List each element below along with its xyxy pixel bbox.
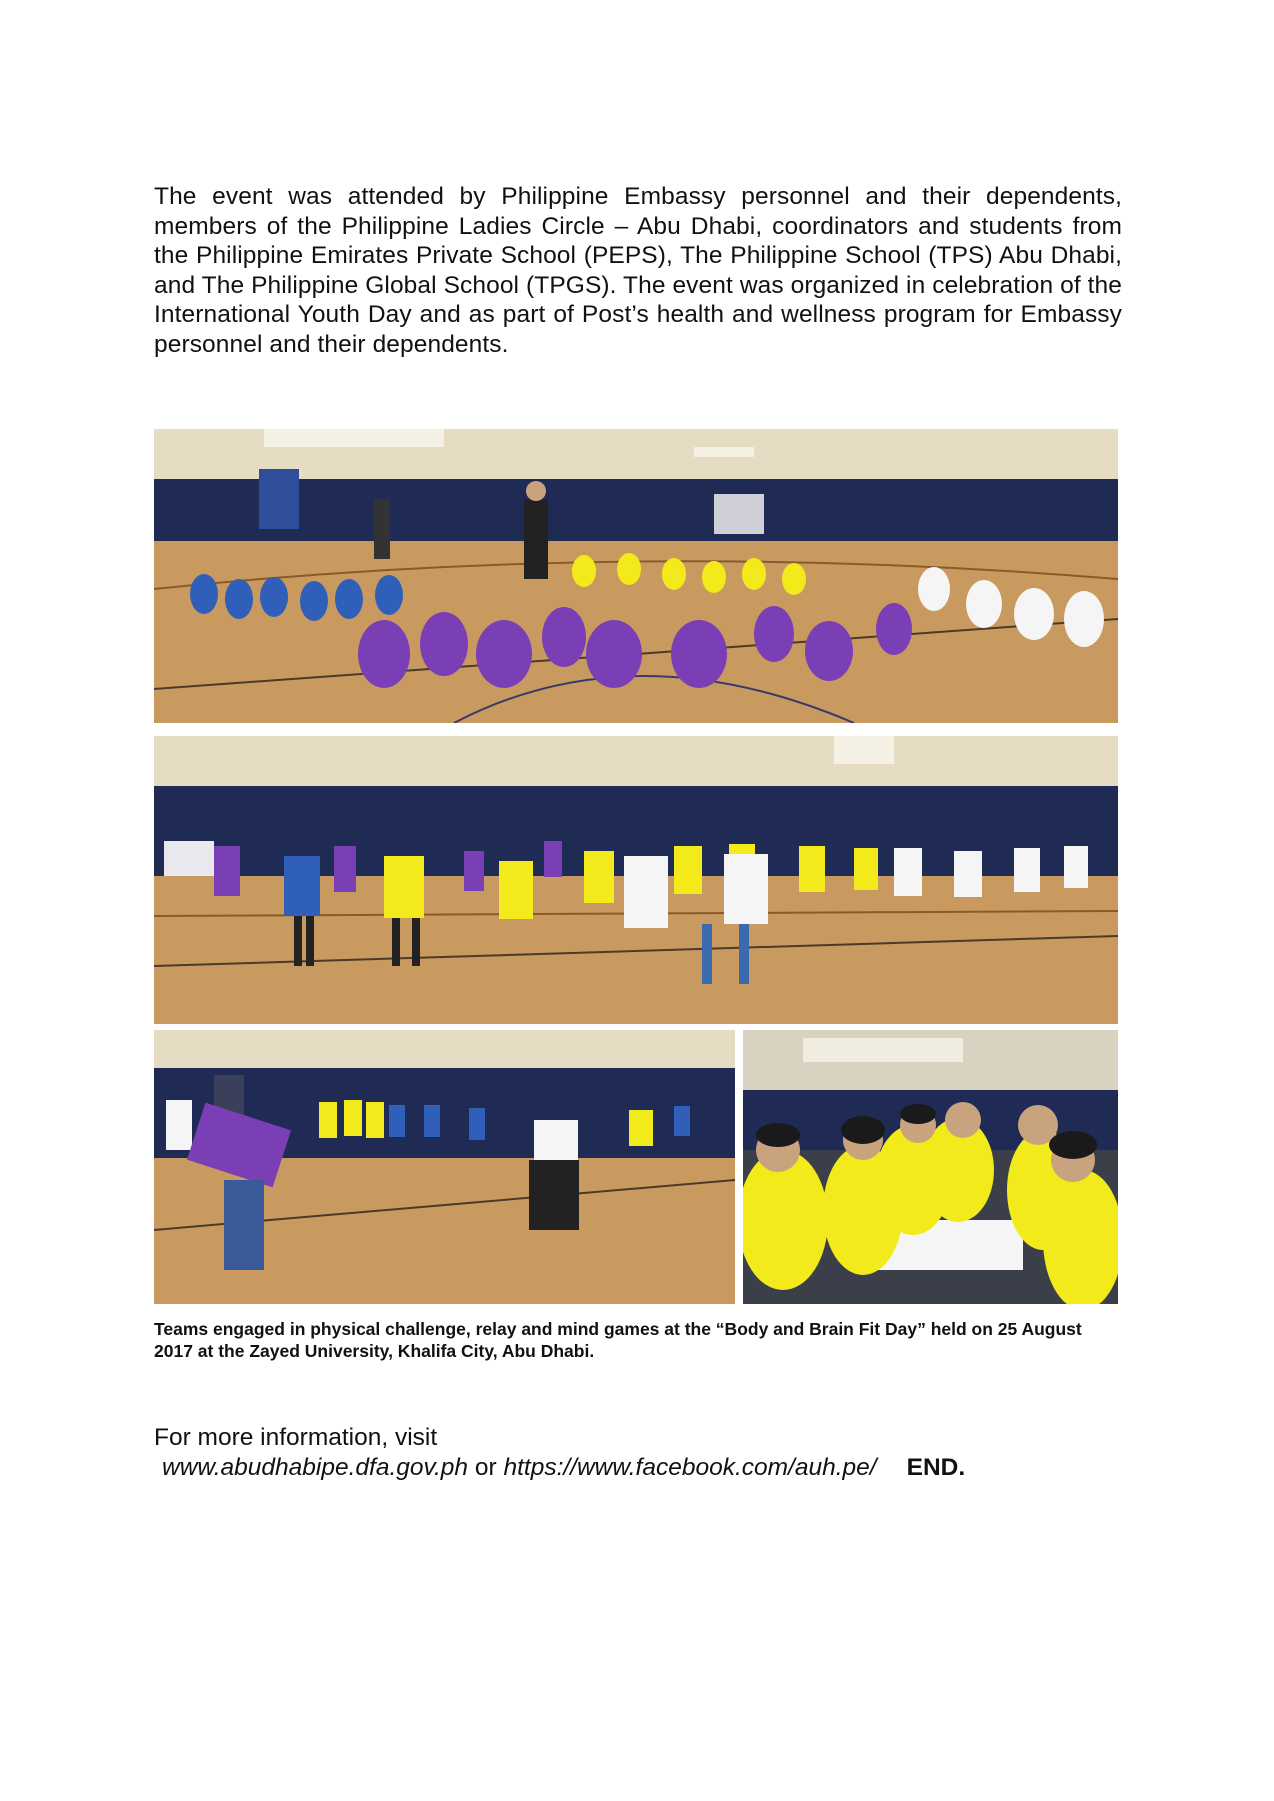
more-info-intro: For more information, visit bbox=[154, 1424, 438, 1451]
more-info-block bbox=[154, 1423, 1134, 1483]
body-paragraph: The event was attended by Philippine Embassy personnel and their dependents, members of the Philippine Ladies Circle – Abu Dhabi, coordinators and students from the Philippine Emirates Private School (PEPS), The Philippine School (TPS) Abu Dhabi, and The Philippine Global School (TPGS). The event was organized in celebration of the International Youth Day and as part of Post’s health and wellness program for Embassy personnel and their dependents. bbox=[154, 183, 1122, 358]
photo-warm-up-exercise bbox=[154, 736, 1118, 1024]
more-info-links bbox=[154, 1453, 1134, 1483]
photo-caption: Teams engaged in physical challenge, relay and mind games at the “Body and Brain Fit Day” held on 25 August 2017 at the Zayed University, Khalifa City, Abu Dhabi. bbox=[154, 1319, 1082, 1361]
end-marker: END. bbox=[906, 1454, 966, 1481]
website-link[interactable]: www.abudhabipe.dfa.gov.ph bbox=[162, 1454, 469, 1481]
link-connector: or bbox=[474, 1454, 497, 1481]
photo-relay-game bbox=[154, 1030, 735, 1304]
photo-mind-games bbox=[743, 1030, 1118, 1304]
facebook-link[interactable]: https://www.facebook.com/auh.pe/ bbox=[503, 1454, 877, 1481]
photo-seated-circle bbox=[154, 429, 1118, 723]
